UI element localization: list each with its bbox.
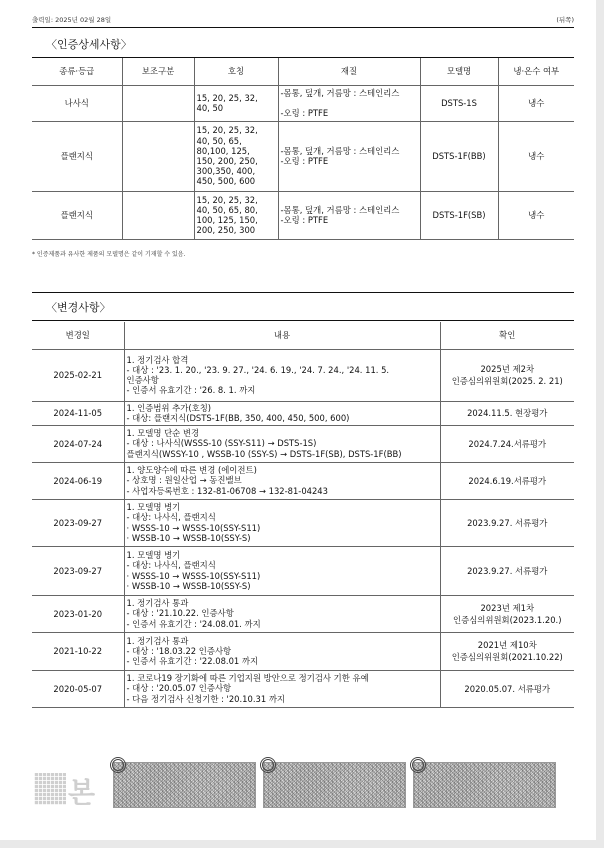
cell-date: 2024-07-24 (32, 425, 124, 462)
cell-sub (122, 121, 194, 191)
change-section-rule (32, 320, 574, 321)
swirl-icon (410, 757, 426, 773)
swirl-icon (110, 757, 126, 773)
col-header-material: 재질 (278, 58, 420, 85)
table-row (32, 546, 574, 595)
page-side-label: (뒤쪽) (556, 16, 574, 24)
cell-type: 나사식 (32, 85, 122, 121)
original-mark-text: 본 (68, 776, 96, 809)
table-row (32, 632, 574, 670)
col-header-size: 호칭 (194, 58, 278, 85)
table-row (32, 462, 574, 499)
table-header-row (32, 58, 574, 85)
cell-date: 2024-11-05 (32, 401, 124, 425)
change-history-table (32, 322, 574, 708)
cell-model: DSTS-1F(SB) (420, 191, 498, 239)
cell-date: 2025-02-21 (32, 349, 124, 401)
table-row (32, 670, 574, 707)
cell-confirm: 2024.6.19.서류평가 (440, 462, 574, 499)
change-section-top-rule (32, 292, 574, 293)
table-header-row (32, 322, 574, 349)
cell-date: 2024-06-19 (32, 462, 124, 499)
col-header-model: 모델명 (420, 58, 498, 85)
cell-confirm: 2024.11.5. 현장평가 (440, 401, 574, 425)
cell-temp: 냉수 (498, 121, 574, 191)
cell-sub (122, 191, 194, 239)
cert-detail-table (32, 58, 574, 240)
cell-temp: 냉수 (498, 85, 574, 121)
cell-confirm: 2024.7.24.서류평가 (440, 425, 574, 462)
original-mark-pattern (34, 773, 66, 805)
security-pattern-3 (413, 762, 556, 808)
cell-material: -몸통, 덮개, 거름망 : 스테인리스 -오링 : PTFE (278, 121, 420, 191)
col-header-date: 변경일 (32, 322, 124, 349)
print-date: 출력일: 2025년 02월 28일 (32, 16, 112, 24)
cell-content: 1. 정기검사 합격 - 대상 : '23. 1. 20., '23. 9. 27., '24. 6. 19., '24. 7. 24., '24. 11. 5. 인증사항 - 인증서 유효기간 : '26. 8. 1. 까지 (124, 349, 440, 401)
table-row (32, 425, 574, 462)
col-header-temp: 냉·온수 여부 (498, 58, 574, 85)
cell-type: 플랜지식 (32, 121, 122, 191)
cell-date: 2023-01-20 (32, 595, 124, 632)
table-row (32, 595, 574, 632)
cell-date: 2023-09-27 (32, 546, 124, 595)
table-row (32, 85, 574, 121)
cell-confirm: 2023.9.27. 서류평가 (440, 499, 574, 546)
cert-footnote: * 인증제품과 유사한 제품의 모델명은 같이 기재할 수 있음. (32, 251, 186, 258)
swirl-icon (260, 757, 276, 773)
cell-model: DSTS-1S (420, 85, 498, 121)
security-pattern-1 (113, 762, 256, 808)
cell-content: 1. 모델명 병기 - 대상: 나사식, 플랜지식 · WSSS-10 → WSSS-10(SSY-S11) · WSSB-10 → WSSB-10(SSY-S) (124, 499, 440, 546)
col-header-type: 종류·등급 (32, 58, 122, 85)
cert-section-title: 〈인증상세사항〉 (46, 38, 132, 51)
cell-material: -몸통, 덮개, 거름망 : 스테인리스 -오링 : PTFE (278, 191, 420, 239)
cell-material: -몸통, 덮개, 거름망 : 스테인리스 -오링 : PTFE (278, 85, 420, 121)
cell-type: 플랜지식 (32, 191, 122, 239)
cell-content: 1. 양도양수에 따른 변경 (에이전트) - 상호명 : 원일산업 → 동진밸브 - 사업자등록번호 : 132-81-06708 → 132-81-04243 (124, 462, 440, 499)
header-bar (32, 14, 574, 28)
cell-confirm: 2025년 제2차 인증심의위원회(2025. 2. 21) (440, 349, 574, 401)
cell-content: 1. 정기검사 통과 - 대상 : '21.10.22. 인증사항 - 인증서 유효기간 : '24.08.01. 까지 (124, 595, 440, 632)
table-row (32, 349, 574, 401)
cell-confirm: 2021년 제10차 인증심의위원회(2021.10.22) (440, 632, 574, 670)
cell-content: 1. 정기검사 통과 - 대상 : '18.03.22 인증사항 - 인증서 유효기간 : '22.08.01 까지 (124, 632, 440, 670)
cell-sub (122, 85, 194, 121)
cell-temp: 냉수 (498, 191, 574, 239)
cell-size: 15, 20, 25, 32, 40, 50, 65, 80, 100, 125, 150, 200, 250, 300 (194, 191, 278, 239)
cell-date: 2023-09-27 (32, 499, 124, 546)
table-row (32, 191, 574, 239)
cell-content: 1. 모델명 병기 - 대상: 나사식, 플랜지식 · WSSS-10 → WSSS-10(SSY-S11) · WSSB-10 → WSSB-10(SSY-S) (124, 546, 440, 595)
col-header-content: 내용 (124, 322, 440, 349)
table-row (32, 401, 574, 425)
cell-size: 15, 20, 25, 32, 40, 50, 65, 80,100, 125, 150, 200, 250, 300,350, 400, 450, 500, 600 (194, 121, 278, 191)
cell-model: DSTS-1F(BB) (420, 121, 498, 191)
table-row (32, 121, 574, 191)
cell-confirm: 2023.9.27. 서류평가 (440, 546, 574, 595)
cell-confirm: 2023년 제1차 인증심의위원회(2023.1.20.) (440, 595, 574, 632)
cell-content: 1. 모델명 단순 변경 - 대상 : 나사식(WSSS-10 (SSY-S11) → DSTS-1S) 플랜지식(WSSY-10 , WSSB-10 (SSY-S) → DSTS-1F(SB), DSTS-1F(BB) (124, 425, 440, 462)
change-section-title: 〈변경사항〉 (46, 301, 111, 314)
cell-size: 15, 20, 25, 32, 40, 50 (194, 85, 278, 121)
col-header-confirm: 확인 (440, 322, 574, 349)
cell-date: 2021-10-22 (32, 632, 124, 670)
cell-confirm: 2020.05.07. 서류평가 (440, 670, 574, 707)
security-pattern-2 (263, 762, 406, 808)
col-header-sub: 보조구분 (122, 58, 194, 85)
cell-date: 2020-05-07 (32, 670, 124, 707)
table-row (32, 499, 574, 546)
original-document-mark (34, 773, 98, 809)
cell-content: 1. 코로나19 장기화에 따른 기업지원 방안으로 정기검사 기한 유예 - 대상 : '20.05.07 인증사항 - 다음 정기검사 신청기한 : '20.10.31 까지 (124, 670, 440, 707)
cell-content: 1. 인증범위 추가(호칭) - 대상: 플랜지식(DSTS-1F(BB, 350, 400, 450, 500, 600) (124, 401, 440, 425)
